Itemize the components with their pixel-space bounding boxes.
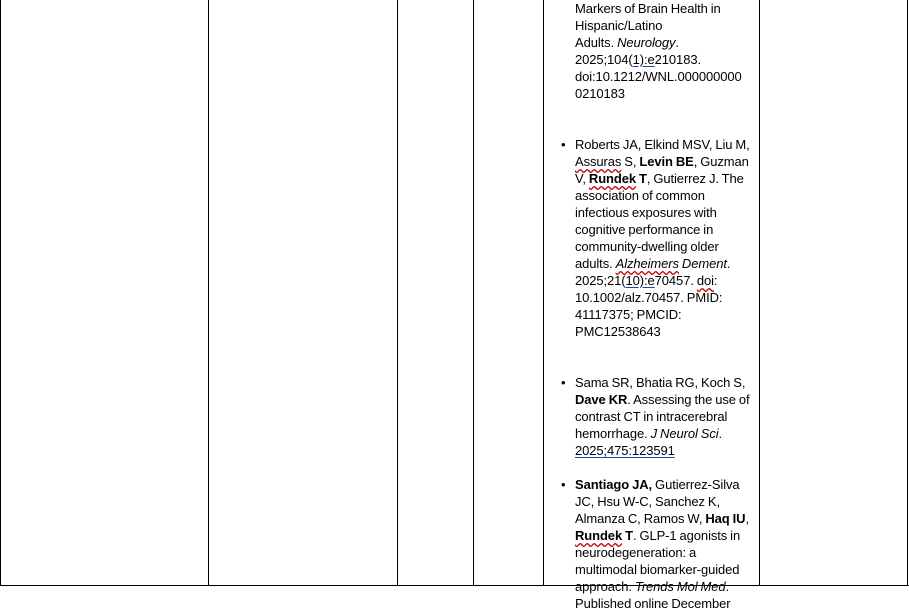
- ref-text: . GLP-1 agonists in neurodegeneration: a multimodal biomarker-guided approach.: [575, 528, 741, 594]
- ref-text: Assuras: [575, 154, 622, 169]
- ref-text: 2025;475:123591: [575, 443, 675, 458]
- journal-name: Trends Mol Med: [634, 579, 726, 594]
- ref-text: doi: [696, 273, 714, 288]
- ref-text: S,: [621, 154, 640, 169]
- ref-line: 210183.: [654, 52, 701, 67]
- author-bold: T: [622, 528, 633, 543]
- ref-line: .: [675, 35, 679, 50]
- ref-line: Hispanic/Latino: [575, 18, 663, 33]
- ref-text: 70457.: [654, 273, 697, 288]
- column-divider-3: [473, 0, 474, 586]
- reference-item-santiago: [561, 476, 757, 612]
- ref-line: Markers of Brain Health in: [575, 1, 721, 16]
- ref-text: 10):e: [625, 273, 655, 288]
- bullet-icon: •: [561, 477, 566, 492]
- author-bold: Santiago JA,: [575, 477, 653, 492]
- journal-name: J Neurol Sci: [650, 426, 719, 441]
- column-divider-2: [397, 0, 398, 586]
- column-divider-5: [759, 0, 760, 586]
- ref-text: Sama SR, Bhatia RG, Koch S,: [575, 375, 746, 390]
- table-border-left: [0, 0, 1, 586]
- ref-text: . Assessing the use of contrast CT in intracerebral hemorrhage.: [575, 392, 750, 441]
- ref-line: 2025;104(: [575, 52, 633, 67]
- column-divider-4: [543, 0, 544, 586]
- reference-item-roberts: [561, 136, 757, 340]
- ref-text: , Guzman V,: [575, 154, 749, 186]
- reference-item-sama: [561, 374, 757, 459]
- reference-fragment-top: [575, 0, 757, 102]
- ref-line: 1):e: [632, 52, 655, 67]
- table-border-bottom: [0, 585, 909, 586]
- ref-text: Gutierrez-Silva JC, Hsu W-C, Sanchez K, Almanza C, Ramos W,: [575, 477, 740, 526]
- column-divider-1: [208, 0, 209, 586]
- bullet-icon: •: [561, 375, 566, 390]
- author-bold: Haq IU: [705, 511, 746, 526]
- publications-cell: [561, 0, 757, 611]
- ref-text: Roberts JA, Elkind MSV, Liu M,: [575, 137, 750, 152]
- author-bold: Rundek: [588, 171, 636, 186]
- bullet-icon: •: [561, 137, 566, 152]
- doi-text: doi:10.1212/WNL.000000000: [575, 69, 742, 84]
- ref-text: : 10.1002/alz.70457. PMID: 41117375; PMCID: PMC12538643: [575, 273, 723, 339]
- ref-text: ,: [745, 511, 749, 526]
- ref-line: Adults.: [575, 35, 618, 50]
- ref-text: . Published online December: [575, 579, 731, 611]
- doi-text: 0210183: [575, 86, 625, 101]
- author-bold: Rundek: [575, 528, 623, 543]
- journal-name: Alzheimers: [615, 256, 679, 271]
- author-bold: Dave KR: [575, 392, 628, 407]
- author-bold: Levin BE: [639, 154, 694, 169]
- journal-name: Neurology: [617, 35, 676, 50]
- ref-text: .: [718, 426, 723, 441]
- author-bold: T: [635, 171, 647, 186]
- ref-text: , Gutierrez J. The association of common infectious exposures with cognitive performance in community-dwelling older adults.: [575, 171, 744, 271]
- table-border-right: [907, 0, 908, 586]
- ref-text: . 2025;21(: [575, 256, 731, 288]
- journal-name: Dement: [678, 256, 727, 271]
